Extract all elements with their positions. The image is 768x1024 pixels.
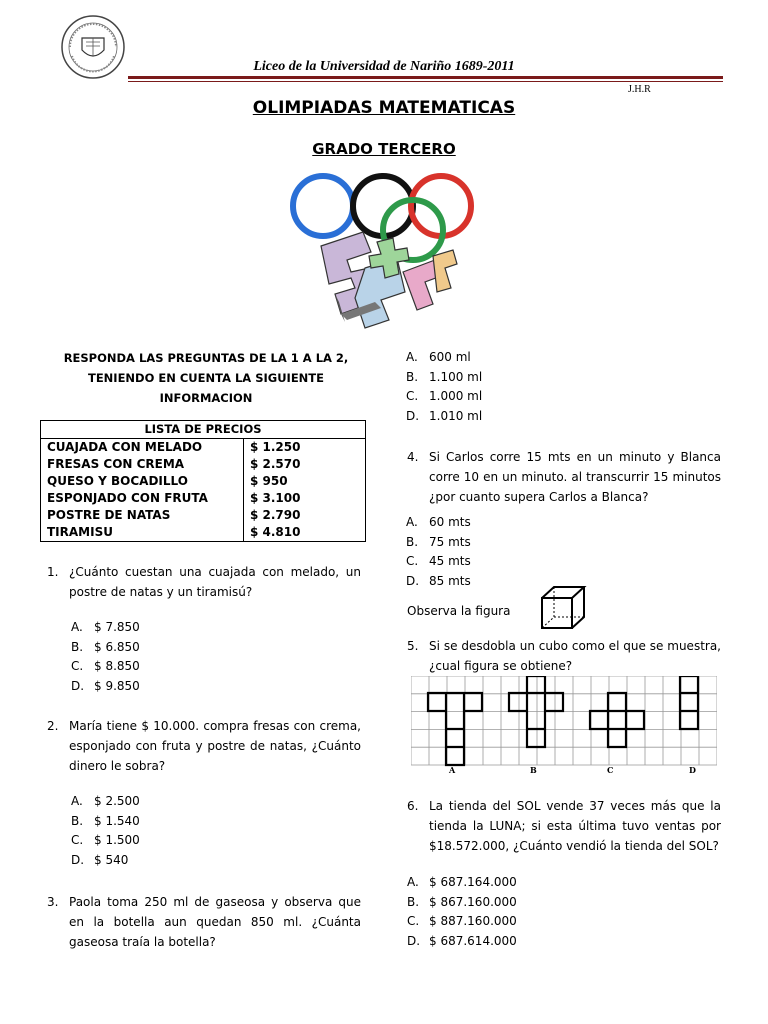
option-value: $ 2.500 (94, 794, 140, 808)
option-label: D. (71, 678, 85, 693)
item-price: $ 950 (244, 473, 366, 490)
answer-option[interactable] (71, 851, 221, 871)
option-value: 1.100 ml (429, 369, 483, 384)
page-title: OLIMPIADAS MATEMATICAS (252, 98, 516, 118)
item-name: QUESO Y BOCADILLO (41, 473, 244, 490)
table-row (41, 507, 366, 524)
question-2-options (71, 792, 221, 870)
option-value: $ 867.160.000 (429, 894, 517, 909)
net-label-b: B (530, 765, 537, 775)
question-6 (407, 796, 721, 856)
answer-option[interactable] (407, 893, 557, 913)
option-label: A. (407, 875, 419, 889)
answer-option[interactable] (406, 552, 556, 572)
header-rule-thick (128, 76, 723, 79)
option-label: D. (406, 408, 420, 423)
question-number: 3. (47, 895, 59, 909)
item-price: $ 2.570 (244, 456, 366, 473)
net-label-a: A (449, 765, 456, 775)
answer-option[interactable] (406, 387, 556, 407)
answer-option[interactable] (407, 932, 557, 952)
page-subtitle: GRADO TERCERO (312, 140, 456, 158)
question-text: La tienda del SOL vende 37 veces más que la tienda la LUNA; si esta última tuvo ventas por $18.572.000, ¿Cuánto vendió la tienda del SOL? (429, 799, 721, 853)
net-d-shape (680, 676, 698, 729)
question-number: 4. (407, 450, 419, 464)
option-value: 45 mts (429, 554, 471, 568)
figure-prompt: Observa la figura (407, 604, 511, 618)
answer-option[interactable] (407, 912, 557, 932)
option-value: 600 ml (429, 350, 471, 364)
answer-option[interactable] (71, 618, 221, 638)
question-4-options (406, 513, 556, 591)
table-row (41, 524, 366, 542)
table-row (41, 456, 366, 473)
table-row (41, 490, 366, 507)
table-row (41, 473, 366, 490)
cube-figure-icon (538, 584, 588, 630)
question-number: 2. (47, 719, 59, 733)
option-value: $ 6.850 (94, 639, 140, 654)
item-name: TIRAMISU (41, 524, 244, 542)
net-c-shape (590, 693, 644, 747)
question-3 (47, 892, 361, 952)
option-label: A. (406, 350, 418, 364)
option-value: $ 9.850 (94, 678, 140, 693)
option-label: B. (71, 639, 84, 654)
option-label: B. (407, 894, 420, 909)
question-4 (407, 447, 721, 507)
author-initials: J.H.R (628, 84, 651, 95)
option-value: $ 1.540 (94, 813, 140, 828)
item-price: $ 3.100 (244, 490, 366, 507)
header-rule-thin (128, 81, 723, 82)
option-value: 75 mts (429, 534, 471, 549)
question-text: ¿Cuánto cuestan una cuajada con melado, un postre de natas y un tiramisú? (69, 565, 361, 599)
instructions-line-1: RESPONDA LAS PREGUNTAS DE LA 1 A LA 2, (63, 351, 349, 365)
item-name: CUAJADA CON MELADO (41, 439, 244, 457)
option-value: $ 7.850 (94, 620, 140, 634)
question-1 (47, 562, 361, 602)
option-value: 60 mts (429, 515, 471, 529)
option-value: $ 687.164.000 (429, 875, 517, 889)
option-value: 85 mts (429, 573, 471, 588)
option-label: A. (71, 794, 83, 808)
instructions-line-2: TENIENDO EN CUENTA LA SIGUIENTE (87, 371, 325, 385)
option-value: $ 1.500 (94, 833, 140, 847)
answer-option[interactable] (406, 407, 556, 427)
item-name: FRESAS CON CREMA (41, 456, 244, 473)
instructions (40, 348, 372, 408)
option-value: 1.010 ml (429, 408, 483, 423)
option-value: $ 8.850 (94, 659, 140, 673)
item-price: $ 4.810 (244, 524, 366, 542)
answer-option[interactable] (71, 812, 221, 832)
school-name: Liceo de la Universidad de Nariño 1689-2011 (253, 59, 515, 74)
option-value: $ 540 (94, 852, 129, 867)
option-label: D. (406, 573, 420, 588)
answer-option[interactable] (406, 513, 556, 533)
answer-option[interactable] (71, 831, 221, 851)
answer-option[interactable] (406, 572, 556, 592)
net-label-c: C (607, 765, 614, 775)
option-label: A. (71, 620, 83, 634)
question-text: María tiene $ 10.000. compra fresas con crema, esponjado con fruta y postre de natas, ¿Cuánto dinero le sobra? (69, 719, 361, 773)
item-name: ESPONJADO CON FRUTA (41, 490, 244, 507)
item-price: $ 2.790 (244, 507, 366, 524)
item-name: POSTRE DE NATAS (41, 507, 244, 524)
item-price: $ 1.250 (244, 439, 366, 457)
answer-option[interactable] (406, 348, 556, 368)
price-list-table (40, 420, 366, 542)
answer-option[interactable] (71, 677, 221, 697)
option-value: $ 887.160.000 (429, 914, 517, 928)
answer-option[interactable] (407, 873, 557, 893)
option-label: C. (71, 659, 84, 673)
option-label: B. (71, 813, 84, 828)
option-label: B. (406, 369, 419, 384)
question-6-options (407, 873, 557, 951)
option-label: C. (71, 833, 84, 847)
option-value: $ 687.614.000 (429, 933, 517, 948)
option-value: 1.000 ml (429, 389, 483, 403)
olympic-math-logo (285, 172, 475, 344)
option-label: C. (407, 914, 420, 928)
table-row (41, 439, 366, 457)
question-text: Si Carlos corre 15 mts en un minuto y Blanca corre 10 en un minuto. al transcurrir 15 minutos ¿por cuanto supera Carlos a Blanca? (429, 450, 721, 504)
option-label: C. (406, 554, 419, 568)
answer-option[interactable] (406, 368, 556, 388)
question-2 (47, 716, 361, 776)
instructions-line-3: INFORMACION (159, 391, 253, 405)
answer-option[interactable] (71, 638, 221, 658)
option-label: A. (406, 515, 418, 529)
question-text: Si se desdobla un cubo como el que se muestra, ¿cual figura se obtiene? (429, 639, 721, 673)
question-1-options (71, 618, 221, 696)
cube-nets-grid (411, 676, 717, 776)
option-label: B. (406, 534, 419, 549)
question-number: 1. (47, 565, 59, 579)
question-number: 6. (407, 799, 419, 813)
answer-option[interactable] (406, 533, 556, 553)
answer-option[interactable] (71, 657, 221, 677)
question-5 (407, 636, 721, 676)
question-number: 5. (407, 639, 419, 653)
option-label: C. (406, 389, 419, 403)
price-list-header: LISTA DE PRECIOS (41, 421, 366, 439)
option-label: D. (407, 933, 421, 948)
question-text: Paola toma 250 ml de gaseosa y observa que en la botella aun quedan 850 ml. ¿Cuánta gaseosa traía la botella? (69, 895, 361, 949)
question-3-options (406, 348, 556, 426)
net-label-d: D (689, 765, 696, 775)
answer-option[interactable] (71, 792, 221, 812)
option-label: D. (71, 852, 85, 867)
